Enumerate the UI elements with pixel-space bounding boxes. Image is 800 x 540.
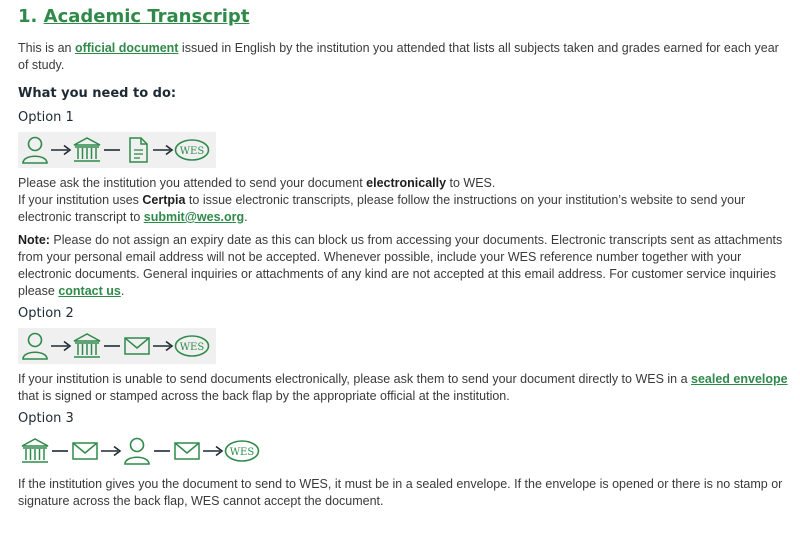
certpia-bold: Certpia <box>142 193 186 207</box>
option1-heading: Option 1 <box>18 110 74 125</box>
option1-line2 <box>18 192 788 226</box>
intro-after: issued in English by the institution you attended that lists all subjects taken and grades earned for each year of study. <box>18 41 779 72</box>
official-document-link[interactable]: official document <box>74 41 179 55</box>
arrow-icon <box>100 444 122 458</box>
option2-text-after: that is signed or stamped across the back flap by the appropriate official at the institution. <box>18 389 510 403</box>
person-icon <box>20 331 50 361</box>
option2-text-before: If your institution is unable to send documents electronically, please ask them to send your document directly to WES in a <box>18 372 692 386</box>
note-end: . <box>120 284 125 298</box>
option1-line2-after: to issue electronic transcripts, please follow the instructions on your institution’s website to send your electronic transcript to <box>18 193 746 224</box>
document-icon <box>122 135 152 165</box>
option2-flow <box>18 328 216 364</box>
option2-heading: Option 2 <box>18 306 74 321</box>
arrow-icon <box>50 339 72 353</box>
envelope-icon <box>70 436 100 466</box>
institution-icon <box>72 331 102 361</box>
envelope-icon <box>172 436 202 466</box>
institution-icon <box>20 436 50 466</box>
option1-line1 <box>18 175 788 192</box>
svg-text:WES: WES <box>179 146 205 157</box>
electronically-bold: electronically <box>366 176 447 190</box>
dash-icon <box>152 444 172 458</box>
envelope-icon <box>122 331 152 361</box>
option1-line2-before: If your institution uses <box>18 193 143 207</box>
transcript-section <box>18 6 788 510</box>
arrow-icon <box>202 444 224 458</box>
svg-text:WES: WES <box>229 447 255 458</box>
contact-us-link[interactable]: contact us <box>58 284 121 298</box>
section-title-link[interactable]: Academic Transcript <box>43 6 250 27</box>
option3-heading: Option 3 <box>18 411 74 426</box>
option1-line1-after: to WES. <box>446 176 496 190</box>
submit-email-link[interactable]: submit@wes.org <box>143 210 245 224</box>
option1-line1-before: Please ask the institution you attended to send your document <box>18 176 367 190</box>
arrow-icon <box>152 339 174 353</box>
note-text: Please do not assign an expiry date as this can block us from accessing your documents. Electronic transcripts sent as attachments from your personal email address will not be accepted. Whenever possible, include your WES reference number together with your electronic documents. General inquiries or attachments of any kind are not accepted at this email address. For customer service inquiries please <box>18 233 783 298</box>
svg-text:WES: WES <box>179 342 205 353</box>
sealed-envelope-link[interactable]: sealed envelope <box>691 372 788 386</box>
person-icon <box>122 436 152 466</box>
wes-logo-icon <box>224 439 260 463</box>
wes-logo-icon <box>174 334 210 358</box>
option3-flow <box>18 433 266 469</box>
section-number: 1. <box>18 6 38 27</box>
wes-logo-icon <box>174 138 210 162</box>
intro-before: This is an <box>18 41 75 55</box>
option3-text: If the institution gives you the document to send to WES, it must be in a sealed envelope. If the envelope is opened or there is no stamp or signature across the back flap, WES cannot accept the document. <box>18 477 783 508</box>
arrow-icon <box>152 143 174 157</box>
arrow-icon <box>50 143 72 157</box>
dash-icon <box>102 339 122 353</box>
note-label: Note: <box>18 233 50 247</box>
dash-icon <box>102 143 122 157</box>
option1-line2-end: . <box>244 210 248 224</box>
dash-icon <box>50 444 70 458</box>
section-heading <box>18 6 788 28</box>
option1-note <box>18 232 788 300</box>
option1-flow <box>18 132 216 168</box>
option2-text <box>18 371 788 405</box>
intro-text <box>18 40 788 74</box>
person-icon <box>20 135 50 165</box>
institution-icon <box>72 135 102 165</box>
what-to-do-heading: What you need to do: <box>18 86 177 101</box>
